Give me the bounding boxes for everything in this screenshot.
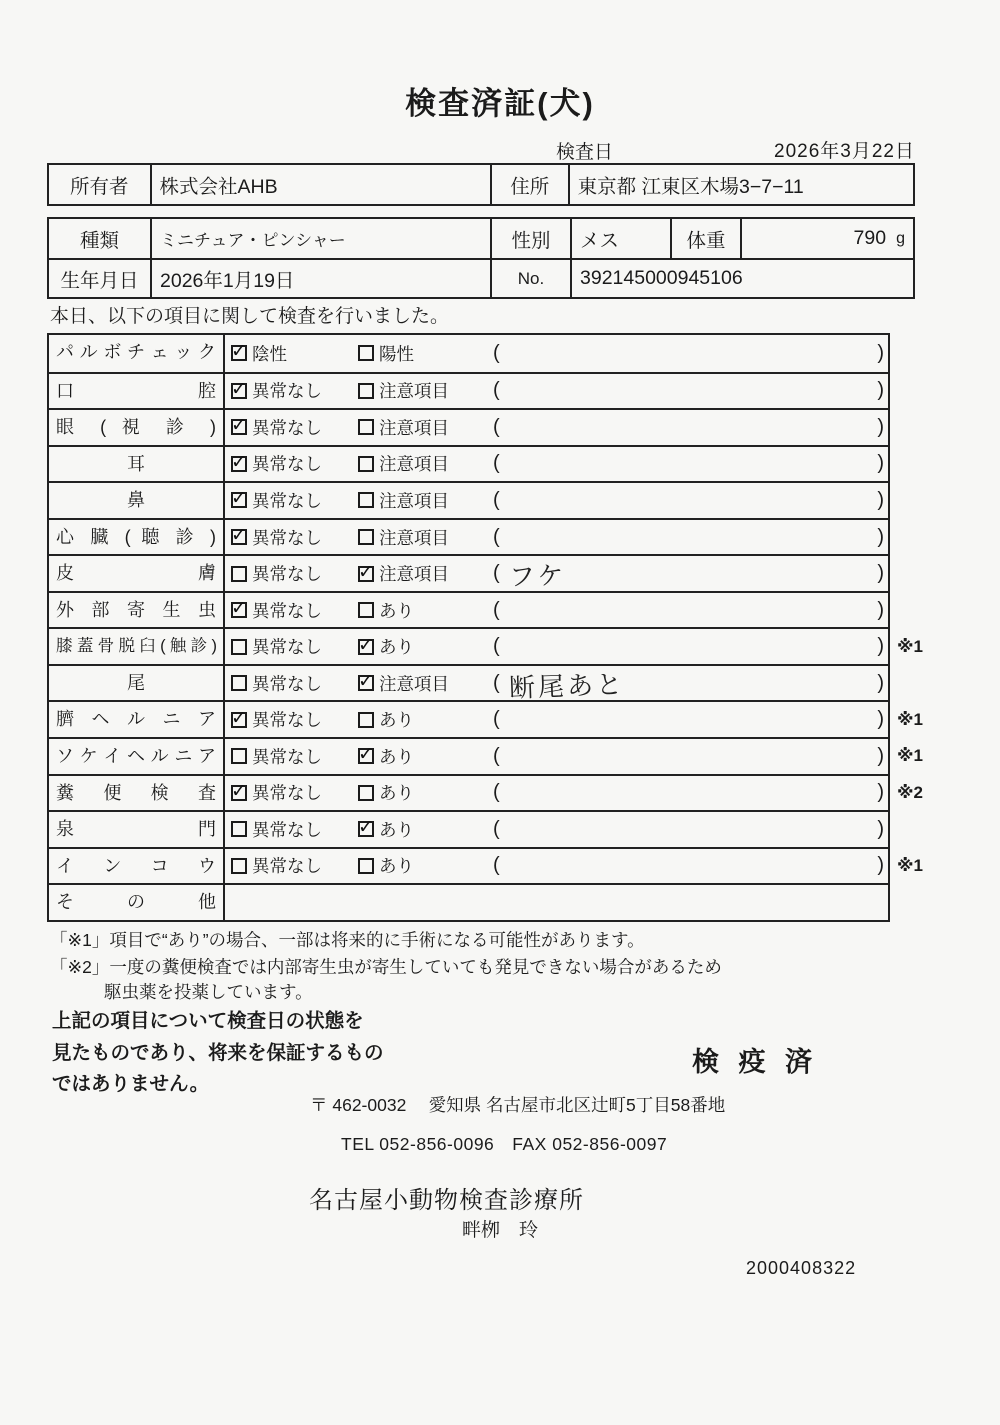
checkbox-checked-icon [231,529,247,545]
checkbox-empty-icon [358,858,374,874]
remarks-field [493,781,888,804]
option-normal [231,415,358,440]
close-paren: ) [877,525,884,548]
reference-mark: ※1 [897,746,923,766]
open-paren: ( [493,379,500,402]
checklist-row [49,883,888,920]
checklist-row [49,737,923,774]
checklist-row [49,372,888,409]
close-paren: ) [877,708,884,731]
checklist-item-result [225,556,888,591]
pet-row-2 [49,258,913,297]
veterinarian-name: 畔栁 玲 [462,1220,539,1241]
disclaimer-line: 上記の項目について検査日の状態を [52,1010,364,1032]
checklist-row [49,700,923,737]
option-label: あり [379,600,414,621]
option-flagged [358,744,493,769]
checklist-item-result [225,629,888,664]
checklist-item-result [225,593,888,628]
checkbox-checked-icon [358,639,374,655]
option-normal [231,817,358,842]
checklist-row [49,664,888,701]
reference-mark: ※1 [897,709,923,729]
reference-mark: ※1 [897,636,923,656]
checklist-item-label: パ ル ボ チ ェ ッ ク [49,335,225,372]
option-label: 異常なし [252,746,322,767]
option-label: 陽性 [379,343,414,364]
close-paren: ) [877,671,884,694]
sex-label: 性別 [490,219,570,258]
owner-table [47,163,915,206]
owner-row [49,165,913,204]
option-label: 注意項目 [379,454,449,475]
exam-date-value: 2026年3月22日 [774,141,915,162]
option-flagged [358,378,493,403]
remarks-field [493,379,888,402]
checkbox-checked-icon [358,675,374,691]
checklist-row [49,591,888,628]
pet-table [47,217,915,299]
option-label: 異常なし [252,710,322,731]
checklist-table [47,333,923,922]
pet-row-1 [49,219,913,258]
option-flagged [358,853,493,878]
disclaimer [52,1006,384,1101]
close-paren: ) [877,817,884,840]
checklist-item-result [225,410,888,445]
checklist-item-result [225,666,888,701]
option-label: 注意項目 [379,527,449,548]
checklist-item-label: 糞 便 検 査 [49,776,225,811]
remarks-field [493,416,888,439]
checklist-item-label: 鼻 [49,483,225,518]
open-paren: ( [493,562,500,585]
checkbox-checked-icon [231,712,247,728]
reference-mark: ※1 [897,855,923,875]
checklist-item-label: 心 臓 ( 聴 診 ) [49,520,225,555]
checklist-item-label: 眼 ( 視 診 ) [49,410,225,445]
remarks-field [493,854,888,877]
checklist-row [49,554,888,591]
option-flagged [358,341,493,366]
checkbox-empty-icon [358,383,374,399]
option-normal [231,634,358,659]
breed-label: 種類 [79,229,119,252]
sex-value: メス [570,219,670,258]
open-paren: ( [493,525,500,548]
remarks-field [493,599,888,622]
option-normal [231,378,358,403]
checklist-row [49,335,888,372]
open-paren: ( [493,854,500,877]
option-normal [231,671,358,696]
option-label: 異常なし [252,454,322,475]
option-flagged [358,451,493,476]
checklist-item-result [225,812,888,847]
option-label: 異常なし [252,381,322,402]
open-paren: ( [493,488,500,511]
remarks-field [493,708,888,731]
checkbox-empty-icon [231,821,247,837]
microchip-no-label: No. [490,260,570,297]
checkbox-checked-icon [358,821,374,837]
open-paren: ( [493,415,500,438]
option-normal [231,341,358,366]
checklist-item-label: ソ ケ イ ヘ ル ニ ア [49,739,225,774]
checkbox-checked-icon [231,785,247,801]
checklist-item-result [225,776,888,811]
close-paren: ) [877,562,884,585]
close-paren: ) [877,488,884,511]
close-paren: ) [877,598,884,621]
checkbox-empty-icon [358,602,374,618]
checklist-item-label: 泉 門 [49,812,225,847]
checklist-row [49,408,888,445]
checklist-item-result [225,520,888,555]
document-number: 2000408322 [746,1258,857,1278]
option-label: 注意項目 [379,381,449,402]
birth-value: 2026年1月19日 [150,260,490,297]
open-paren: ( [493,635,500,658]
option-normal [231,561,358,586]
birth-label: 生年月日 [60,269,139,292]
clinic-name: 名古屋小動物検査診療所 [309,1187,584,1214]
close-paren: ) [877,341,884,364]
checklist-item-result [225,483,888,518]
checkbox-checked-icon [231,345,247,361]
option-flagged [358,525,493,550]
checkbox-empty-icon [358,529,374,545]
option-label: 注意項目 [379,564,449,585]
option-label: あり [379,637,414,658]
clinic-postal-address: 〒 462-0032 愛知県 名古屋市北区辻町5丁目58番地 [310,1095,726,1115]
weight-unit: g [896,229,905,247]
option-label: 異常なし [252,856,322,877]
option-label: 注意項目 [379,673,449,694]
checklist-item-label: そ の 他 [49,885,225,920]
option-label: 異常なし [252,819,322,840]
weight-number: 790 [853,227,887,249]
footnote-1: 「※1」項目で“あり”の場合、一部は将来的に手術になる可能性があります。 [50,930,645,950]
checkbox-empty-icon [231,566,247,582]
checkbox-empty-icon [231,858,247,874]
page-title: 検査済証(犬) [405,86,595,121]
checklist-item-label: 口 腔 [49,374,225,409]
option-normal [231,525,358,550]
option-flagged [358,671,493,696]
open-paren: ( [493,341,500,364]
option-label: あり [379,856,414,877]
checkbox-empty-icon [358,456,374,472]
clinic-phone-fax: TEL 052-856-0096 FAX 052-856-0097 [341,1134,668,1154]
close-paren: ) [877,854,884,877]
remarks-field [493,745,888,768]
option-label: あり [379,746,414,767]
checklist-item-label: 膝蓋骨脱臼(触診) [49,629,225,664]
handwritten-remark: フケ [508,560,567,593]
checklist-row [49,627,923,664]
open-paren: ( [493,708,500,731]
option-label: 異常なし [252,783,322,804]
open-paren: ( [493,671,500,694]
checkbox-checked-icon [231,602,247,618]
option-normal [231,598,358,623]
checklist-item-result [225,447,888,482]
option-flagged [358,817,493,842]
checklist-item-result [225,849,888,884]
option-label: あり [379,783,414,804]
checklist-item-label: イ ン コ ウ [49,849,225,884]
remarks-field [493,818,888,841]
disclaimer-line: 見たものであり、将来を保証するもの [52,1041,384,1064]
option-label: 陰性 [252,343,287,364]
open-paren: ( [493,781,500,804]
exam-date-label: 検査日 [556,142,614,163]
close-paren: ) [877,744,884,767]
option-label: 異常なし [252,600,322,621]
option-normal [231,488,358,513]
option-normal [231,853,358,878]
option-normal [231,451,358,476]
open-paren: ( [493,598,500,621]
close-paren: ) [877,379,884,402]
footnote-2-line-2: 駆虫薬を投薬しています。 [104,982,313,1002]
close-paren: ) [877,781,884,804]
checklist-item-label: 尾 [49,666,225,701]
option-label: 異常なし [252,673,322,694]
checkbox-empty-icon [358,419,374,435]
checkbox-checked-icon [231,419,247,435]
checkbox-empty-icon [358,785,374,801]
option-label: 異常なし [252,527,322,548]
weight-label: 体重 [670,219,740,258]
option-label: あり [379,819,414,840]
owner-name: 株式会社AHB [150,165,490,204]
checklist-item-result [225,885,888,920]
option-label: 注意項目 [379,490,449,511]
reference-mark: ※2 [897,782,923,802]
checkbox-empty-icon [358,712,374,728]
footnote-2-line-1: 「※2」一度の糞便検査では内部寄生虫が寄生していても発見できない場合があるため [50,957,722,977]
close-paren: ) [877,635,884,658]
checklist-item-result [225,702,888,737]
microchip-no-value: 392145000945106 [570,260,913,297]
checkbox-checked-icon [231,492,247,508]
breed-value: ミニチュア・ピンシャー [150,219,490,258]
quarantine-stamp: 検 疫 済 [692,1047,819,1077]
checkbox-checked-icon [231,383,247,399]
option-normal [231,707,358,732]
checkbox-empty-icon [231,675,247,691]
option-label: 異常なし [252,490,322,511]
checkbox-checked-icon [358,748,374,764]
option-label: 異常なし [252,637,322,658]
checklist-item-result [225,335,888,372]
option-normal [231,744,358,769]
checklist-row [49,774,923,811]
checklist-row [49,810,888,847]
remarks-field [493,635,888,658]
checkbox-checked-icon [358,566,374,582]
open-paren: ( [493,817,500,840]
checklist-item-label: 皮 膚 [49,556,225,591]
option-label: 注意項目 [379,417,449,438]
option-flagged [358,561,493,586]
remarks-field [493,489,888,512]
checkbox-checked-icon [231,456,247,472]
remarks-field [493,342,888,365]
disclaimer-line: ではありません。 [52,1073,210,1095]
checklist-item-label: 臍 ヘ ル ニ ア [49,702,225,737]
intro-sentence: 本日、以下の項目に関して検査を行いました。 [50,306,450,327]
option-normal [231,780,358,805]
option-flagged [358,707,493,732]
checklist-row [49,518,888,555]
checkbox-empty-icon [358,345,374,361]
checklist-item-label: 外 部 寄 生 虫 [49,593,225,628]
option-flagged [358,634,493,659]
remarks-field [493,452,888,475]
handwritten-remark: 断尾あと [508,668,626,703]
checklist-row [49,481,888,518]
open-paren: ( [493,452,500,475]
option-label: 異常なし [252,564,322,585]
option-flagged [358,415,493,440]
option-label: 異常なし [252,417,322,438]
remarks-field [493,560,888,593]
checkbox-empty-icon [231,639,247,655]
remarks-field [493,526,888,549]
option-flagged [358,488,493,513]
option-flagged [358,598,493,623]
checkbox-empty-icon [231,748,247,764]
remarks-field [493,668,888,703]
open-paren: ( [493,744,500,767]
checklist-item-result [225,374,888,409]
close-paren: ) [877,415,884,438]
checkbox-empty-icon [358,492,374,508]
close-paren: ) [877,452,884,475]
checklist-item-label: 耳 [49,447,225,482]
option-label: あり [379,710,414,731]
checklist-item-result [225,739,888,774]
owner-address-label: 住所 [490,165,568,204]
owner-label: 所有者 [70,175,129,198]
option-flagged [358,780,493,805]
weight-value [740,219,913,258]
owner-address: 東京都 江東区木場3−7−11 [568,165,913,204]
checklist-row [49,847,923,884]
checklist-row [49,445,888,482]
